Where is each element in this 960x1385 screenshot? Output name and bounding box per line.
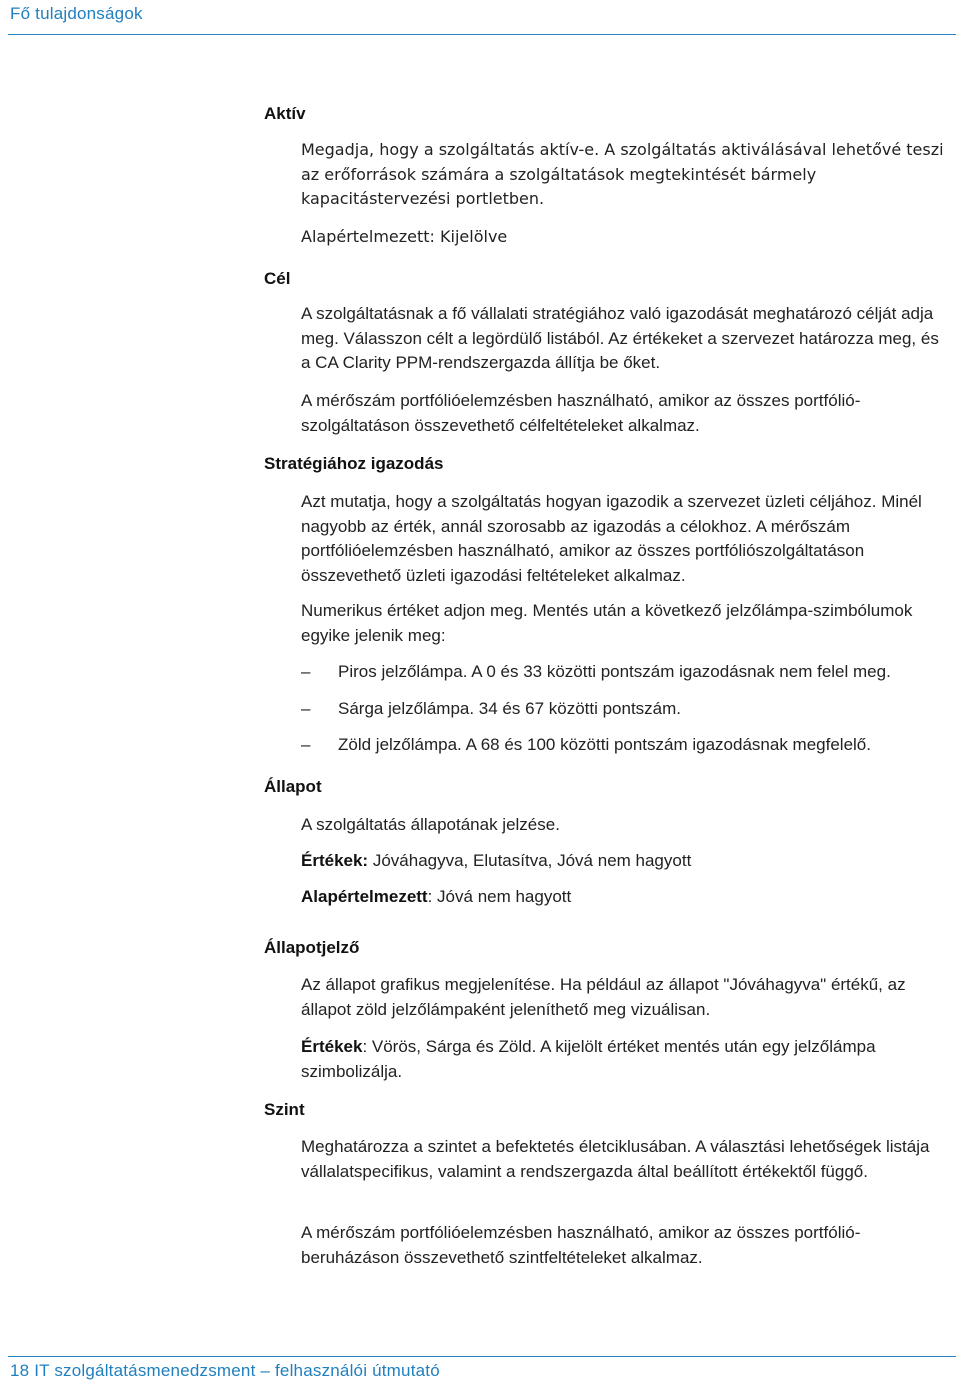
allapotjelzo-values-text: : Vörös, Sárga és Zöld. A kijelölt értéket mentés után egy jelzőlámpa szimbolizálja.	[301, 1037, 876, 1081]
term-strategia: Stratégiához igazodás	[264, 454, 444, 473]
allapot-values-label: Értékek:	[301, 851, 369, 870]
term-cel: Cél	[264, 269, 291, 288]
term-szint: Szint	[264, 1100, 305, 1119]
list-item-text: Piros jelzőlámpa. A 0 és 33 közötti pontszám igazodásnak nem felel meg.	[338, 662, 891, 681]
footer-rule	[8, 1356, 956, 1357]
cel-metric-note: A mérőszám portfólióelemzésben használható, amikor az összes portfóliószolgáltatáson összevethető célfeltételeket alkalmaz.	[301, 391, 861, 435]
allapot-default-label: Alapértelmezett	[301, 887, 428, 906]
bullet-dash: ‒	[301, 662, 311, 681]
list-item-text: Zöld jelzőlámpa. A 68 és 100 közötti pontszám igazodásnak megfelelő.	[338, 735, 871, 754]
term-allapotjelzo: Állapotjelző	[264, 938, 360, 957]
allapot-description: A szolgáltatás állapotának jelzése.	[301, 815, 560, 834]
aktiv-default-value: Kijelölve	[434, 227, 508, 246]
aktiv-default-label: Alapértelmezett:	[301, 227, 435, 246]
header-rule	[8, 34, 956, 35]
allapot-values	[301, 849, 951, 874]
term-aktiv: Aktív	[264, 104, 306, 123]
szint-description: Meghatározza a szintet a befektetés életciklusában. A választási lehetőségek listája vállalatspecifikus, valamint a rendszergazda által beállított értékektől függő.	[301, 1137, 930, 1181]
list-item-text: Sárga jelzőlámpa. 34 és 67 közötti pontszám.	[338, 699, 682, 718]
allapotjelzo-description: Az állapot grafikus megjelenítése. Ha például az állapot "Jóváhagyva" értékű, az állapot zöld jelzőlámpaként jeleníthető meg vizuálisan.	[301, 975, 906, 1019]
strategia-description: Azt mutatja, hogy a szolgáltatás hogyan igazodik a szervezet üzleti céljához. Minél nagyobb az érték, annál szorosabb az igazodás a célokhoz. A mérőszám portfólióelemzésben használható, amikor az összes portfóliószolgáltatáson összevethető üzleti igazodási feltételeket alkalmaz.	[301, 492, 922, 585]
szint-metric-note: A mérőszám portfólióelemzésben használható, amikor az összes portfólióberuházáson összevethető szintfeltételeket alkalmaz.	[301, 1223, 861, 1267]
bullet-dash: ‒	[301, 699, 311, 718]
allapot-default	[301, 885, 951, 910]
strategia-instruction: Numerikus értéket adjon meg. Mentés után a következő jelzőlámpa-szimbólumok egyike jelenik meg:	[301, 601, 913, 645]
aktiv-default	[301, 225, 951, 250]
allapot-default-text: : Jóvá nem hagyott	[427, 887, 572, 906]
allapot-values-text: Jóváhagyva, Elutasítva, Jóvá nem hagyott	[368, 851, 692, 870]
term-allapot: Állapot	[264, 777, 322, 796]
page-header-title: Fő tulajdonságok	[10, 4, 143, 23]
allapotjelzo-values-label: Értékek	[301, 1037, 363, 1056]
bullet-dash: ‒	[301, 735, 311, 754]
allapotjelzo-values	[301, 1035, 951, 1084]
aktiv-description: Megadja, hogy a szolgáltatás aktív-e. A szolgáltatás aktiválásával lehetővé teszi az erőforrások számára a szolgáltatások megtekintését bármely kapacitástervezési portletben.	[301, 140, 944, 208]
cel-description: A szolgáltatásnak a fő vállalati stratégiához való igazodását meghatározó célját adja meg. Válasszon célt a legördülő listából. Az értékeket a szervezet határozza meg, és a CA Clarity PPM-rendszergazda állítja be őket.	[301, 304, 939, 372]
page-footer: 18 IT szolgáltatásmenedzsment – felhasználói útmutató	[10, 1361, 440, 1380]
